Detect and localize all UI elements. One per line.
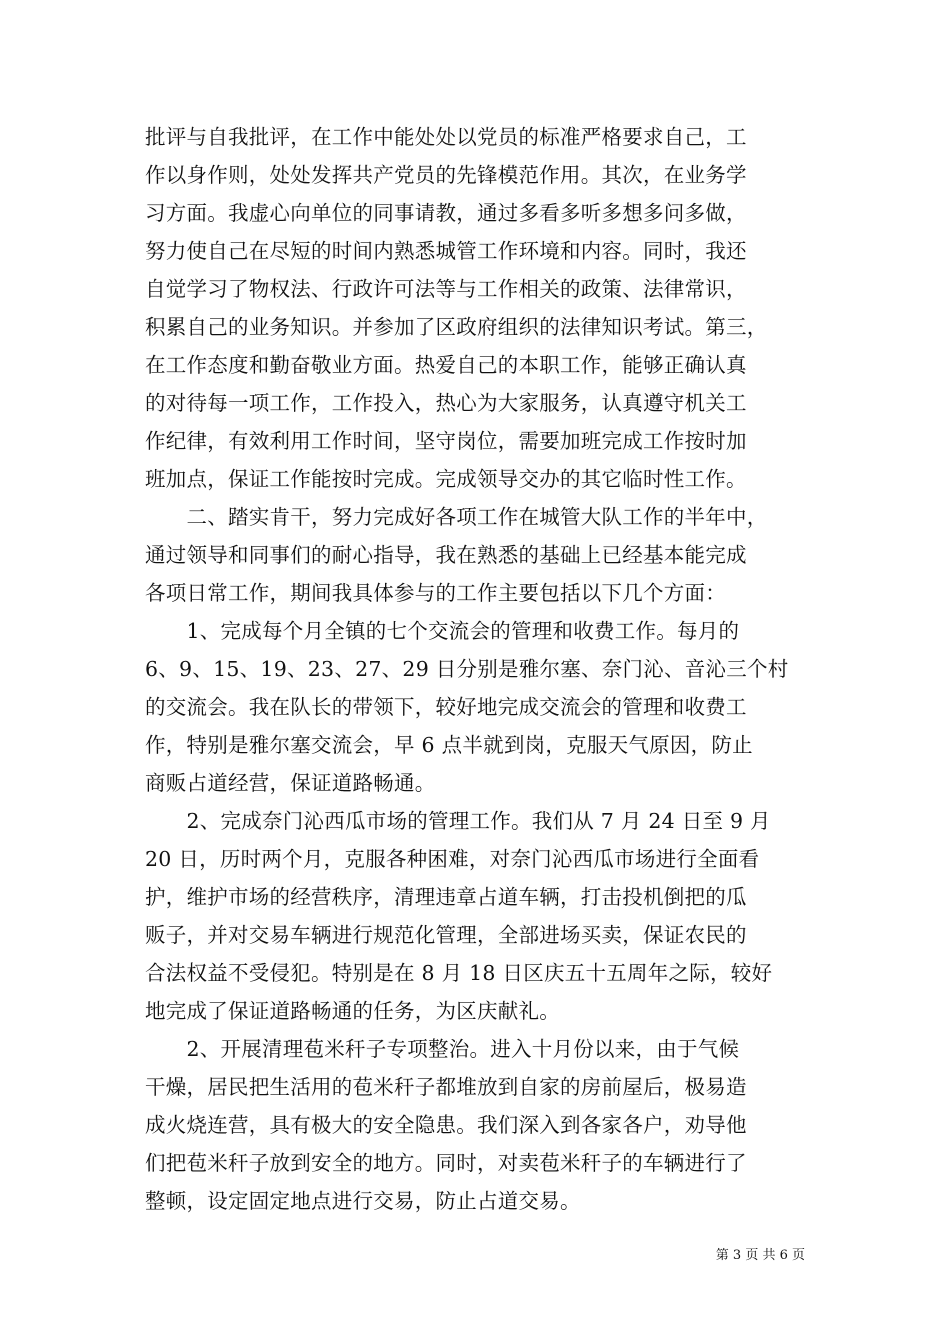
text-line: 合法权益不受侵犯。特别是在 8 月 18 日区庆五十五周年之际，较好 bbox=[145, 961, 773, 985]
text-line: 护，维护市场的经营秩序，清理违章占道车辆，打击投机倒把的瓜 bbox=[145, 885, 747, 909]
text-line: 20 日，历时两个月，克服各种困难，对奈门沁西瓜市场进行全面看 bbox=[145, 847, 760, 871]
text-line: 班加点，保证工作能按时完成。完成领导交办的其它临时性工作。 bbox=[145, 467, 747, 491]
text-line: 的对待每一项工作，工作投入，热心为大家服务，认真遵守机关工 bbox=[145, 391, 747, 415]
text-line: 干燥，居民把生活用的苞米秆子都堆放到自家的房前屋后，极易造 bbox=[145, 1075, 747, 1099]
text-line: 成火烧连营，具有极大的安全隐患。我们深入到各家各户，劝导他 bbox=[145, 1113, 747, 1137]
text-line: 6、9、15、19、23、27、29 日分别是雅尔塞、奈门沁、音沁三个村 bbox=[145, 657, 789, 681]
text-line: 各项日常工作，期间我具体参与的工作主要包括以下几个方面： bbox=[145, 581, 726, 605]
text-line: 1、完成每个月全镇的七个交流会的管理和收费工作。每月的 bbox=[145, 619, 740, 643]
text-line: 2、完成奈门沁西瓜市场的管理工作。我们从 7 月 24 日至 9 月 bbox=[145, 809, 771, 833]
text-line: 作以身作则，处处发挥共产党员的先锋模范作用。其次，在业务学 bbox=[145, 163, 747, 187]
body-text bbox=[145, 118, 815, 1220]
text-line: 2、开展清理苞米秆子专项整治。进入十月份以来，由于气候 bbox=[145, 1037, 740, 1061]
text-line: 二、踏实肯干，努力完成好各项工作在城管大队工作的半年中， bbox=[145, 505, 768, 529]
text-line: 在工作态度和勤奋敬业方面。热爱自己的本职工作，能够正确认真 bbox=[145, 353, 747, 377]
text-line: 们把苞米秆子放到安全的地方。同时，对卖苞米秆子的车辆进行了 bbox=[145, 1151, 747, 1175]
text-line: 贩子，并对交易车辆进行规范化管理，全部进场买卖，保证农民的 bbox=[145, 923, 747, 947]
text-line: 积累自己的业务知识。并参加了区政府组织的法律知识考试。第三， bbox=[145, 315, 768, 339]
text-line: 的交流会。我在队长的带领下，较好地完成交流会的管理和收费工 bbox=[145, 695, 747, 719]
text-line: 努力使自己在尽短的时间内熟悉城管工作环境和内容。同时，我还 bbox=[145, 239, 747, 263]
text-line: 自觉学习了物权法、行政许可法等与工作相关的政策、法律常识， bbox=[145, 277, 747, 301]
text-line: 商贩占道经营，保证道路畅通。 bbox=[145, 771, 436, 795]
text-line: 作纪律，有效利用工作时间，坚守岗位，需要加班完成工作按时加 bbox=[145, 429, 747, 453]
page-number-footer: 第 3 页 共 6 页 bbox=[715, 1248, 805, 1263]
text-line: 批评与自我批评，在工作中能处处以党员的标准严格要求自己，工 bbox=[145, 125, 747, 149]
text-line: 习方面。我虚心向单位的同事请教，通过多看多听多想多问多做， bbox=[145, 201, 747, 225]
text-line: 通过领导和同事们的耐心指导，我在熟悉的基础上已经基本能完成 bbox=[145, 543, 747, 567]
text-line: 整顿，设定固定地点进行交易，防止占道交易。 bbox=[145, 1189, 581, 1213]
text-line: 作，特别是雅尔塞交流会，早 6 点半就到岗，克服天气原因，防止 bbox=[145, 733, 753, 757]
text-line: 地完成了保证道路畅通的任务，为区庆献礼。 bbox=[145, 999, 560, 1023]
